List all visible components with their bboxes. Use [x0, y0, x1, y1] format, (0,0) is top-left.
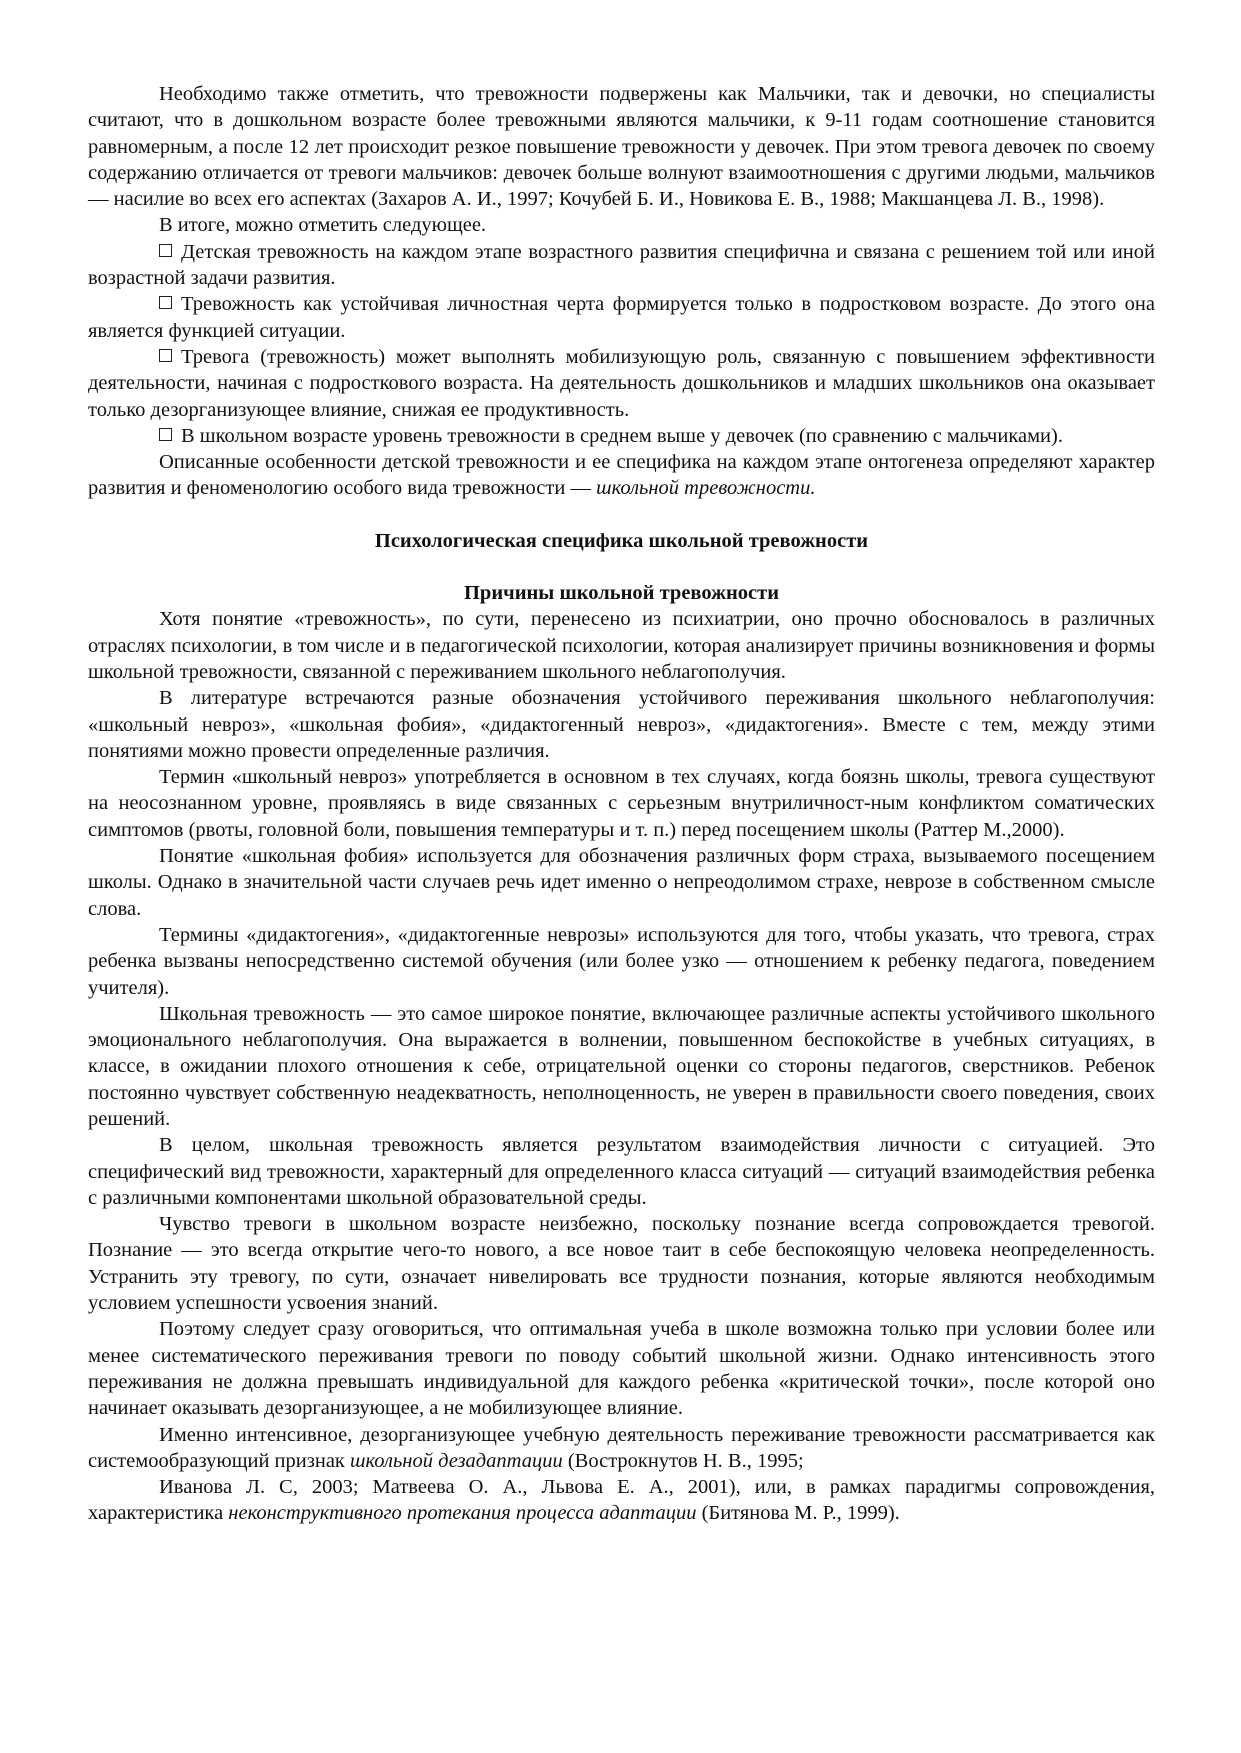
paragraph-summary-intro: В итоге, можно отметить следующее. [159, 214, 487, 237]
closing-2-text: Иванова Л. С, 2003; Матвеева О. А., Львова Е. А., 2001), или, в рамках парадигмы сопровождения, характеристика [88, 1476, 1155, 1525]
closing-2-italic-term: неконструктивного протекания процесса адаптации [228, 1502, 697, 1525]
bullet-item-4 [88, 423, 1155, 449]
document-page [88, 81, 1155, 1527]
checkbox-bullet-icon [159, 296, 172, 309]
bullet-text: Тревога (тревожность) может выполнять мобилизующую роль, связанную с повышением эффективности деятельности, начиная с подросткового возраста. На деятельность дошкольников и младших школьников она оказывает только дезорганизующее влияние, снижая ее продуктивность. [88, 345, 1155, 421]
paragraph-main-6: Школьная тревожность — это самое широкое понятие, включающее различные аспекты устойчивого школьного эмоционального неблагополучия. Она выражается в волнении, повышенном беспокойстве в учебных ситуациях, в классе, в ожидании плохого отношения к себе, отрицательной оценки со стороны педагогов, сверстников. Ребенок постоянно чувствует собственную неадекватность, неполноценность, не уверен в правильности своего поведения, своих решений. [88, 1002, 1155, 1130]
bullet-text: Детская тревожность на каждом этапе возрастного развития специфична и связана с решением той или иной возрастной задачи развития. [88, 240, 1155, 290]
paragraph-main-2: В литературе встречаются разные обозначения устойчивого переживания школьного неблагополучия: «школьный невроз», «школьная фобия», «дидактогенный невроз», «дидактогения». Вместе с тем, между этими понятиями можно провести определенные различия. [88, 687, 1155, 762]
subsection-heading: Причины школьной тревожности [463, 582, 780, 605]
paragraph-main-5: Термины «дидактогения», «дидактогенные неврозы» используются для того, чтобы указать, что тревога, страх ребенка вызваны непосредственно системой обучения (или более узко — отношением к ребенку педагога, поведением учителя). [88, 923, 1155, 999]
checkbox-bullet-icon [159, 428, 172, 441]
checkbox-bullet-icon [159, 244, 172, 257]
paragraph-gender-anxiety: Необходимо также отметить, что тревожности подвержены как Мальчики, так и девочки, но специалисты считают, что в дошкольном возрасте более тревожными являются мальчики, к 9-11 годам соотношение становится равномерным, а после 12 лет происходит резкое повышение тревожности у девочек. При этом тревога девочек по своему содержанию отличается от тревоги мальчиков: девочек больше волнуют взаимоотношения с другими людьми, мальчиков — насилие во всех его аспектах (Захаров А. И., 1997; Кочубей Б. И., Новикова Е. В., 1988; Макшанцева Л. В., 1998). [88, 83, 1155, 211]
bullet-item-1 [88, 239, 1155, 292]
paragraph-main-9: Поэтому следует сразу оговориться, что оптимальная учеба в школе возможна только при условии более или менее систематического переживания тревоги по поводу событий школьной жизни. Однако интенсивность этого переживания не должна превышать индивидуальной для каждого ребенка «критической точки», после которой оно начинает оказывать дезорганизующее, а не мобилизующее влияние. [88, 1318, 1155, 1420]
closing-1-text: Именно интенсивное, дезорганизующее учебную деятельность переживание тревожности рассматривается как системообразующий признак [88, 1423, 1155, 1472]
closing-1-citation: (Вострокнутов Н. В., 1995; [562, 1449, 804, 1472]
paragraph-main-8: Чувство тревоги в школьном возрасте неизбежно, поскольку познание всегда сопровождается тревогой. Познание — это всегда открытие чего-то нового, а все новое таит в себе беспокоящую человека неопределенность. Устранить эту тревогу, по сути, означает нивелировать все трудности познания, которые являются необходимым условием успешности усвоения знаний. [88, 1213, 1155, 1315]
closing-1-italic-term: школьной дезадаптации [350, 1449, 563, 1472]
checkbox-bullet-icon [159, 349, 172, 362]
bullet-text: Тревожность как устойчивая личностная черта формируется только в подростковом возрасте. До этого она является функцией ситуации. [88, 293, 1155, 342]
paragraph-main-1: Хотя понятие «тревожность», по сути, перенесено из психиатрии, оно прочно обосновалось в различных отраслях психологии, в том числе и в педагогической психологии, которая анализирует причины возникновения и формы школьной тревожности, связанной с переживанием школьного неблагополучия. [88, 608, 1155, 683]
section-heading: Психологическая специфика школьной тревожности [374, 529, 869, 552]
bullet-item-2 [88, 291, 1155, 344]
paragraph-closing-1 [88, 1422, 1155, 1475]
conclusion-italic-term: школьной тревожности. [596, 477, 816, 500]
bullet-item-3 [88, 344, 1155, 423]
conclusion-text: Описанные особенности детской тревожности и ее специфика на каждом этапе онтогенеза определяют характер развития и феноменологию особого вида тревожности — [88, 451, 1155, 500]
paragraph-closing-2 [88, 1474, 1155, 1527]
closing-2-citation: (Битянова М. Р., 1999). [696, 1502, 900, 1525]
paragraph-main-4: Понятие «школьная фобия» используется для обозначения различных форм страха, вызываемого посещением школы. Однако в значительной части случаев речь идет именно о непреодолимом страхе, неврозе в собственном смысле слова. [88, 845, 1155, 920]
paragraph-main-7: В целом, школьная тревожность является результатом взаимодействия личности с ситуацией. Это специфический вид тревожности, характерный для определенного класса ситуаций — ситуаций взаимодействия ребенка с различными компонентами школьной образовательной среды. [88, 1134, 1155, 1209]
bullet-text: В школьном возрасте уровень тревожности в среднем выше у девочек (по сравнению с мальчиками). [181, 424, 1063, 447]
paragraph-main-3: Термин «школьный невроз» употребляется в основном в тех случаях, когда боязнь школы, тревога существуют на неосознанном уровне, проявляясь в виде связанных с серьезным внутриличност-ным конфликтом соматических симптомов (рвоты, головной боли, повышения температуры и т. п.) перед посещением школы (Раттер М.,2000). [88, 766, 1155, 841]
paragraph-conclusion [88, 449, 1155, 502]
